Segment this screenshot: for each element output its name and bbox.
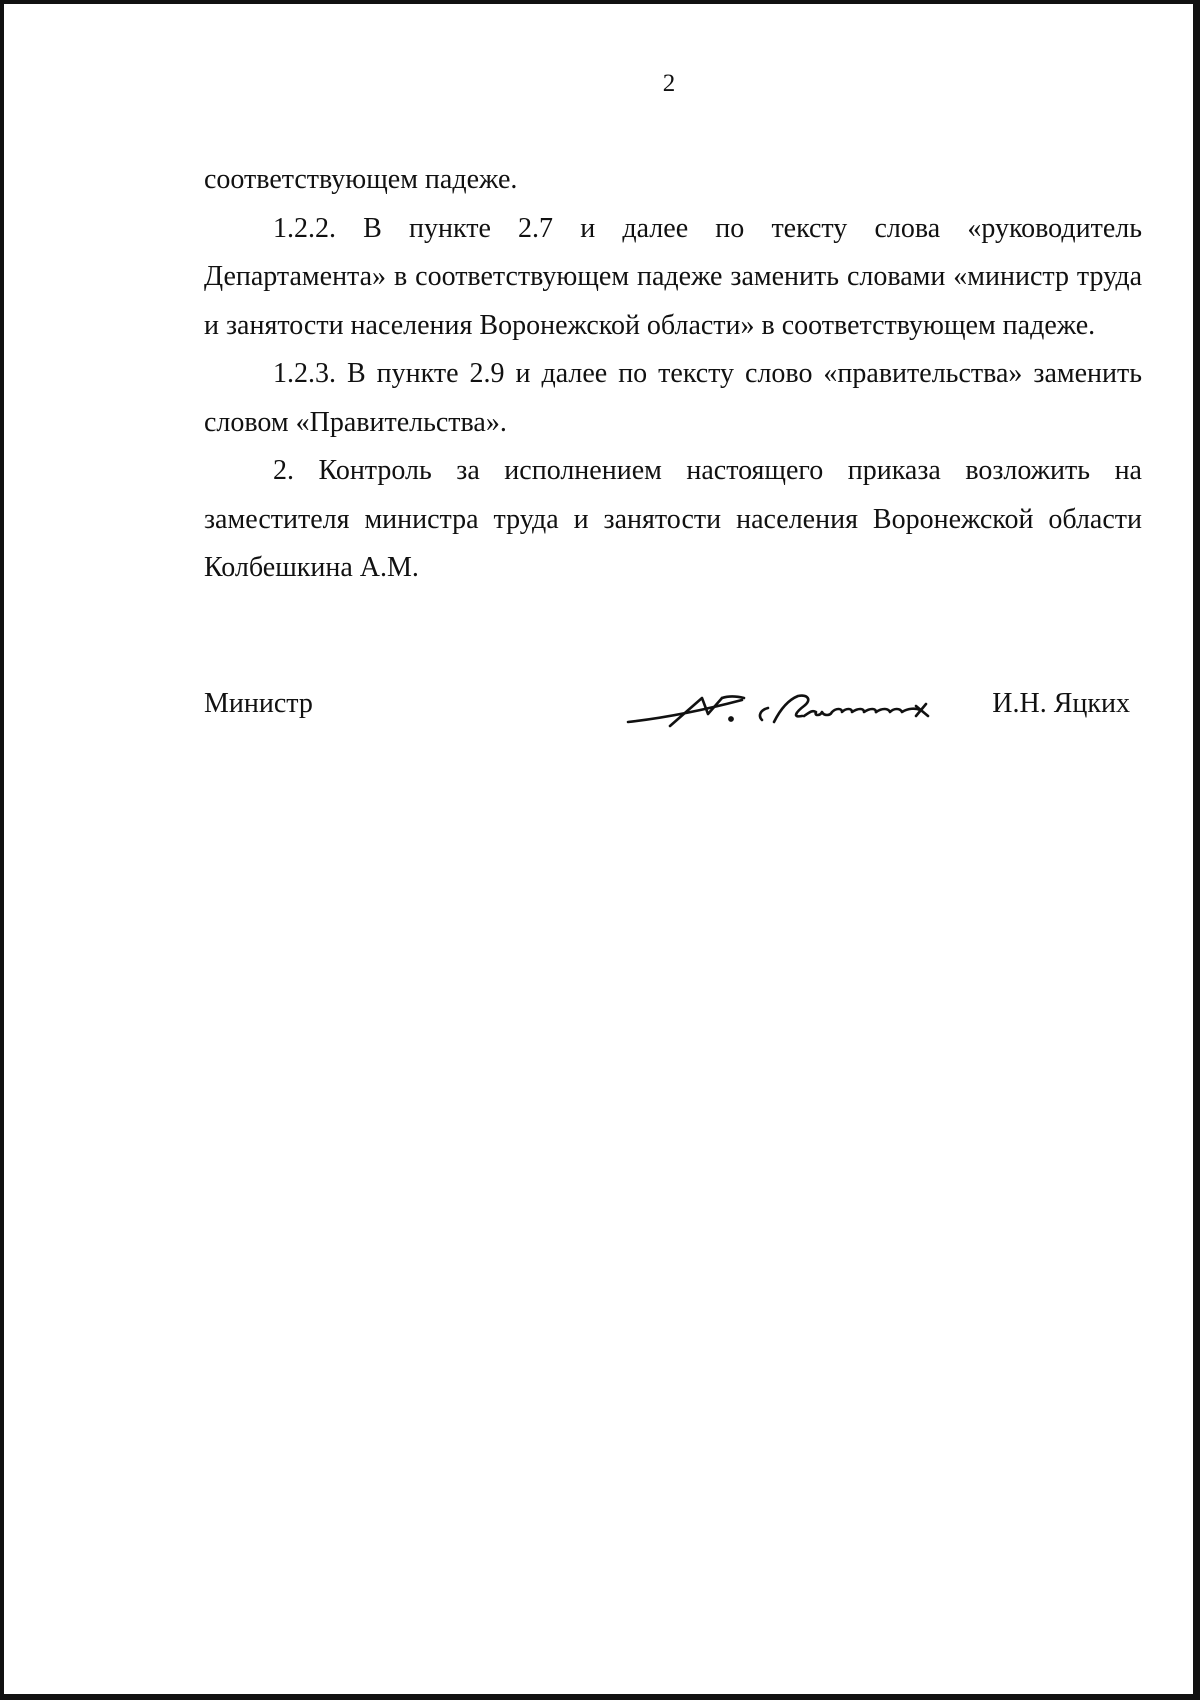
paragraph-1-2-3: 1.2.3. В пункте 2.9 и далее по тексту слово «правительства» заменить словом «Правительства». xyxy=(204,358,1142,438)
document-body xyxy=(204,156,1142,593)
paragraph-continuation: соответствующем падеже. xyxy=(204,164,518,195)
signer-position: Министр xyxy=(204,688,313,719)
signer-name: И.Н. Яцких xyxy=(992,688,1130,719)
paragraph-2: 2. Контроль за исполнением настоящего приказа возложить на заместителя министра труда и занятости населения Воронежской области Колбешкина А.М. xyxy=(204,455,1142,583)
paragraph-1-2-2: 1.2.2. В пункте 2.7 и далее по тексту слова «руководитель Департамента» в соответствующем падеже заменить словами «министр труда и занятости населения Воронежской области» в соответствующем падеже. xyxy=(204,212,1142,341)
page-number: 2 xyxy=(662,70,676,97)
handwritten-signature xyxy=(624,686,964,736)
